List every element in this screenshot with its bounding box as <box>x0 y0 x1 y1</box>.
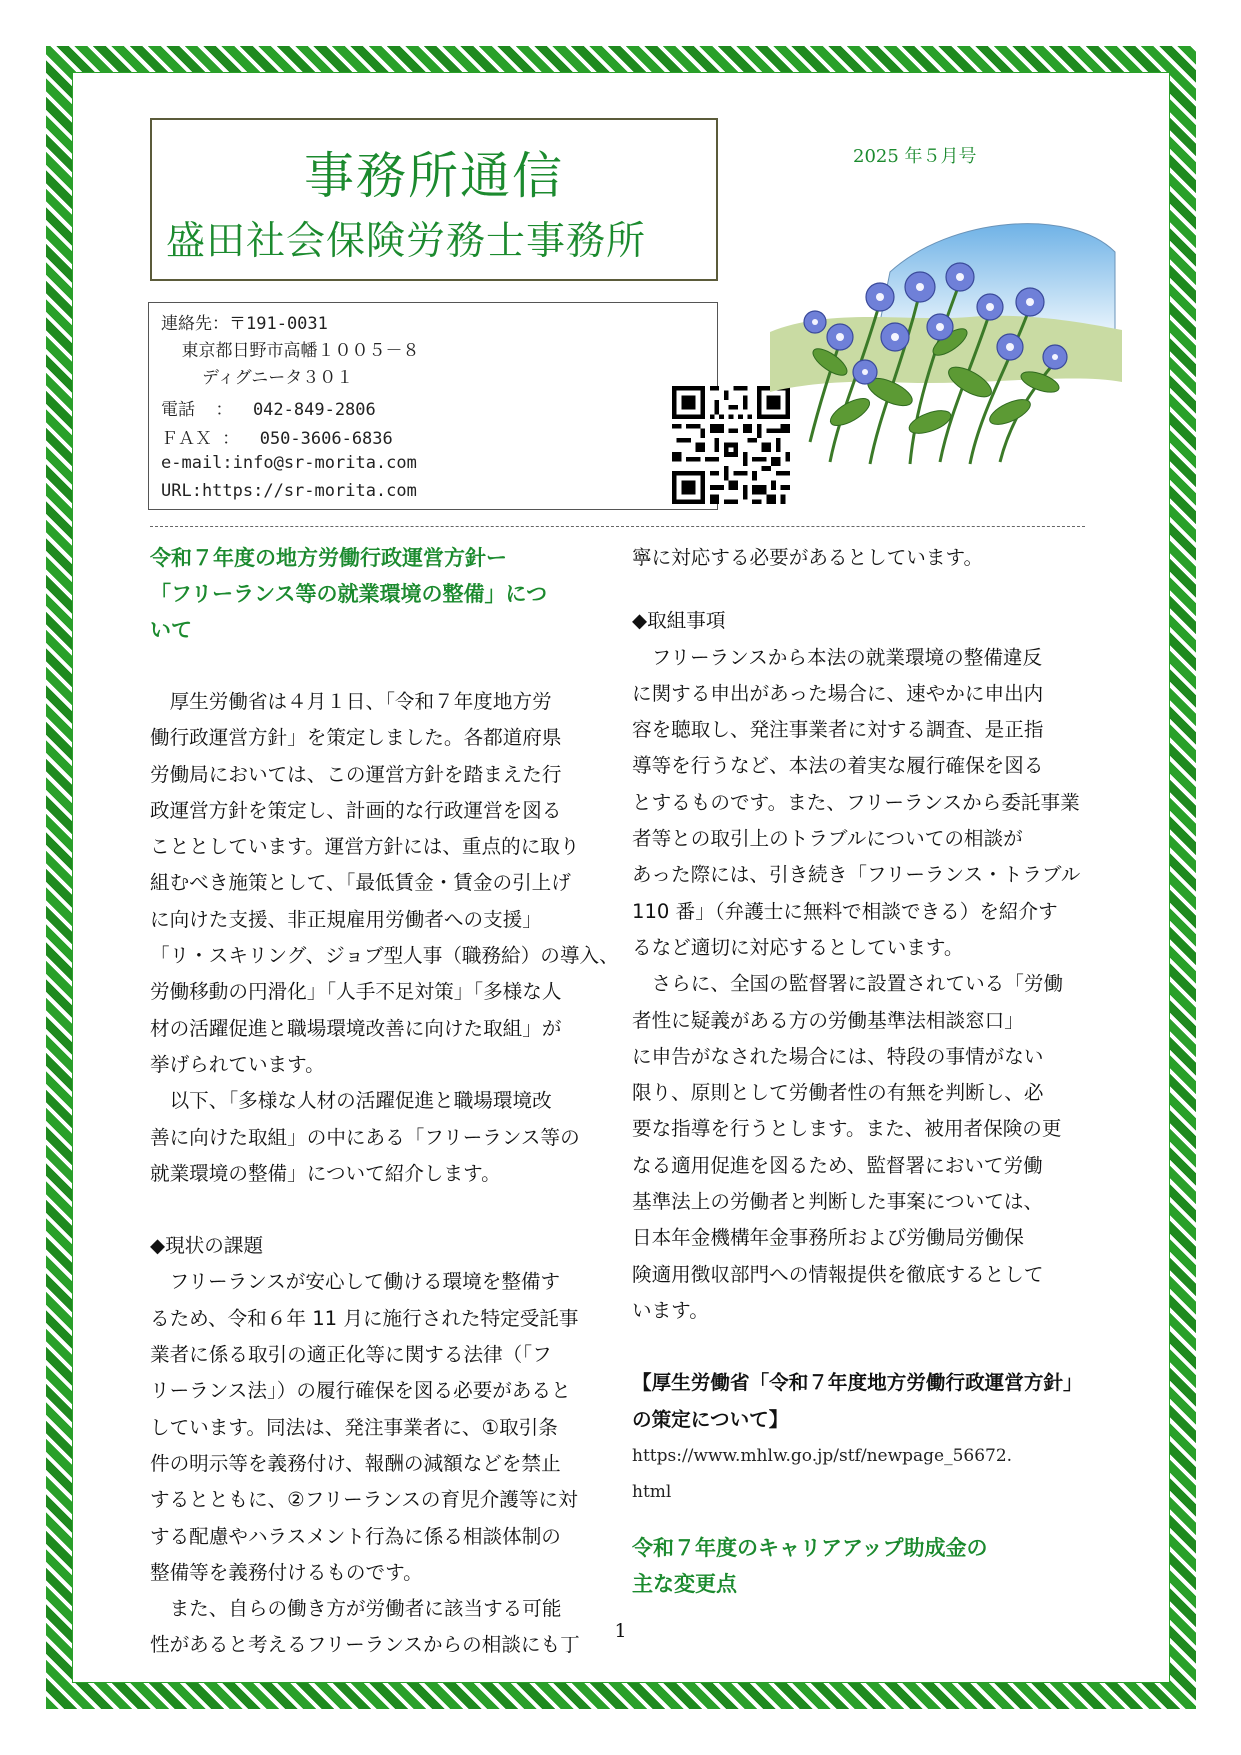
body-line: 以下、「多様な人材の活躍促進と職場環境改 <box>150 1089 552 1113</box>
body-line: 労働局においては、この運営方針を踏まえた行 <box>150 762 562 786</box>
body-line: 限り、原則として労働者性の有無を判断し、必 <box>632 1081 1044 1105</box>
contact-email[interactable]: e-mail:info@sr-morita.com <box>161 453 417 473</box>
body-line: フリーランスから本法の就業環境の整備違反 <box>632 645 1043 669</box>
contact-fax: ＦＡＸ ： 050-3606-6836 <box>161 429 393 449</box>
body-line: 労働移動の円滑化」「人手不足対策」「多様な人 <box>150 980 562 1004</box>
body-line: リーランス法」）の履行確保を図る必要があると <box>150 1379 571 1403</box>
body-line: 挙げられています。 <box>150 1052 325 1076</box>
contact-line: ディグニータ３０１ <box>161 368 354 388</box>
body-line: 日本年金機構年金事務所および労働局労働保 <box>632 1226 1024 1250</box>
title-box <box>150 118 718 281</box>
nemophila-flowers-illustration <box>770 212 1122 470</box>
source-url[interactable]: https://www.mhlw.go.jp/stf/newpage_56672. <box>632 1445 1013 1466</box>
body-line: さらに、全国の監督署に設置されている「労働 <box>632 972 1064 996</box>
body-line: います。 <box>632 1298 709 1322</box>
body-line: あった際には、引き続き「フリーランス・トラブル <box>632 863 1081 887</box>
body-line: 整備等を義務付けるものです。 <box>150 1560 423 1584</box>
contact-phone: 電話 ： 042-849-2806 <box>161 400 376 420</box>
body-line: しています。同法は、発注事業者に、①取引条 <box>150 1415 558 1439</box>
article-heading: 「フリーランス等の就業環境の整備」につ <box>150 582 548 606</box>
body-line: なる適用促進を図るため、監督署において労働 <box>632 1153 1043 1177</box>
body-line: 者性に疑義がある方の労働基準法相談窓口」 <box>632 1008 1024 1032</box>
source-url[interactable]: html <box>632 1482 672 1503</box>
section-divider <box>150 526 1085 527</box>
office-name: 盛田社会保険労務士事務所 <box>166 219 647 264</box>
contact-url[interactable]: URL:https://sr-morita.com <box>161 481 417 501</box>
article-heading: 令和７年度の地方労働行政運営方針ー <box>150 546 507 570</box>
source-title: 【厚生労働省「令和７年度地方労働行政運営方針」 <box>632 1371 1083 1395</box>
contact-line: 東京都日野市高幡１００５－８ <box>161 341 420 361</box>
body-line: 件の明示等を義務付け、報酬の減額などを禁止 <box>150 1451 561 1475</box>
body-line: るなど適切に対応するとしています。 <box>632 935 964 959</box>
section-title: ◆取組事項 <box>632 609 726 633</box>
source-title: の策定について】 <box>632 1407 789 1431</box>
contact-box <box>148 302 718 510</box>
body-line: 寧に対応する必要があるとしています。 <box>632 546 984 569</box>
body-line: する配慮やハラスメント行為に係る相談体制の <box>150 1524 561 1548</box>
newsletter-title: 事務所通信 <box>304 147 564 205</box>
body-line: 就業環境の整備」について紹介します。 <box>150 1161 501 1185</box>
issue-date: 2025 年５月号 <box>853 146 977 167</box>
page-number: 1 <box>614 1620 627 1642</box>
body-line: 組むべき施策として、「最低賃金・賃金の引上げ <box>150 871 571 895</box>
contact-line: 連絡先：〒191-0031 <box>161 314 328 334</box>
body-line: とするものです。また、フリーランスから委託事業 <box>632 790 1080 814</box>
body-line: 材の活躍促進と職場環境改善に向けた取組」が <box>150 1016 562 1040</box>
right-column <box>632 540 1090 1602</box>
body-line: 者等との取引上のトラブルについての相談が <box>632 827 1023 851</box>
body-line: 善に向けた取組」の中にある「フリーランス等の <box>150 1125 580 1149</box>
body-line: に向けた支援、非正規雇用労働者への支援」 <box>150 907 542 931</box>
body-line: 働行政運営方針」を策定しました。各都道府県 <box>150 726 562 750</box>
next-article-heading: 主な変更点 <box>632 1572 737 1597</box>
body-line: に関する申出があった場合に、速やかに申出内 <box>632 681 1044 705</box>
body-line: るため、令和６年 11 月に施行された特定受託事 <box>150 1306 579 1330</box>
body-line: するとともに、②フリーランスの育児介護等に対 <box>150 1488 578 1512</box>
section-title: ◆現状の課題 <box>150 1234 264 1258</box>
body-line: 険適用徴収部門への情報提供を徹底するとして <box>632 1262 1044 1286</box>
body-line: 要な指導を行うとします。また、被用者保険の更 <box>632 1117 1062 1141</box>
body-line: 基準法上の労働者と判断した事案については、 <box>632 1190 1044 1214</box>
body-line: 性があると考えるフリーランスからの相談にも丁 <box>150 1633 580 1657</box>
body-line: 110 番」（弁護士に無料で相談できる）を紹介す <box>632 899 1058 923</box>
article-heading: いて <box>150 618 192 642</box>
body-line: フリーランスが安心して働ける環境を整備す <box>150 1270 561 1294</box>
body-line: 業者に係る取引の適正化等に関する法律（「フ <box>150 1343 552 1367</box>
body-line: 厚生労働省は４月１日、「令和７年度地方労 <box>150 690 552 713</box>
left-column <box>150 540 619 1664</box>
body-line: 導等を行うなど、本法の着実な履行確保を図る <box>632 754 1044 778</box>
next-article-heading: 令和７年度のキャリアアップ助成金の <box>632 1536 988 1561</box>
body-line: 「リ・スキリング、ジョブ型人事（職務給）の導入、 <box>150 944 619 968</box>
body-line: こととしています。運営方針には、重点的に取り <box>150 835 580 859</box>
body-line: また、自らの働き方が労働者に該当する可能 <box>150 1597 562 1621</box>
body-line: 容を聴取し、発注事業者に対する調査、是正指 <box>632 718 1044 742</box>
body-line: 政運営方針を策定し、計画的な行政運営を図る <box>150 798 562 822</box>
body-line: に申告がなされた場合には、特段の事情がない <box>632 1044 1044 1068</box>
